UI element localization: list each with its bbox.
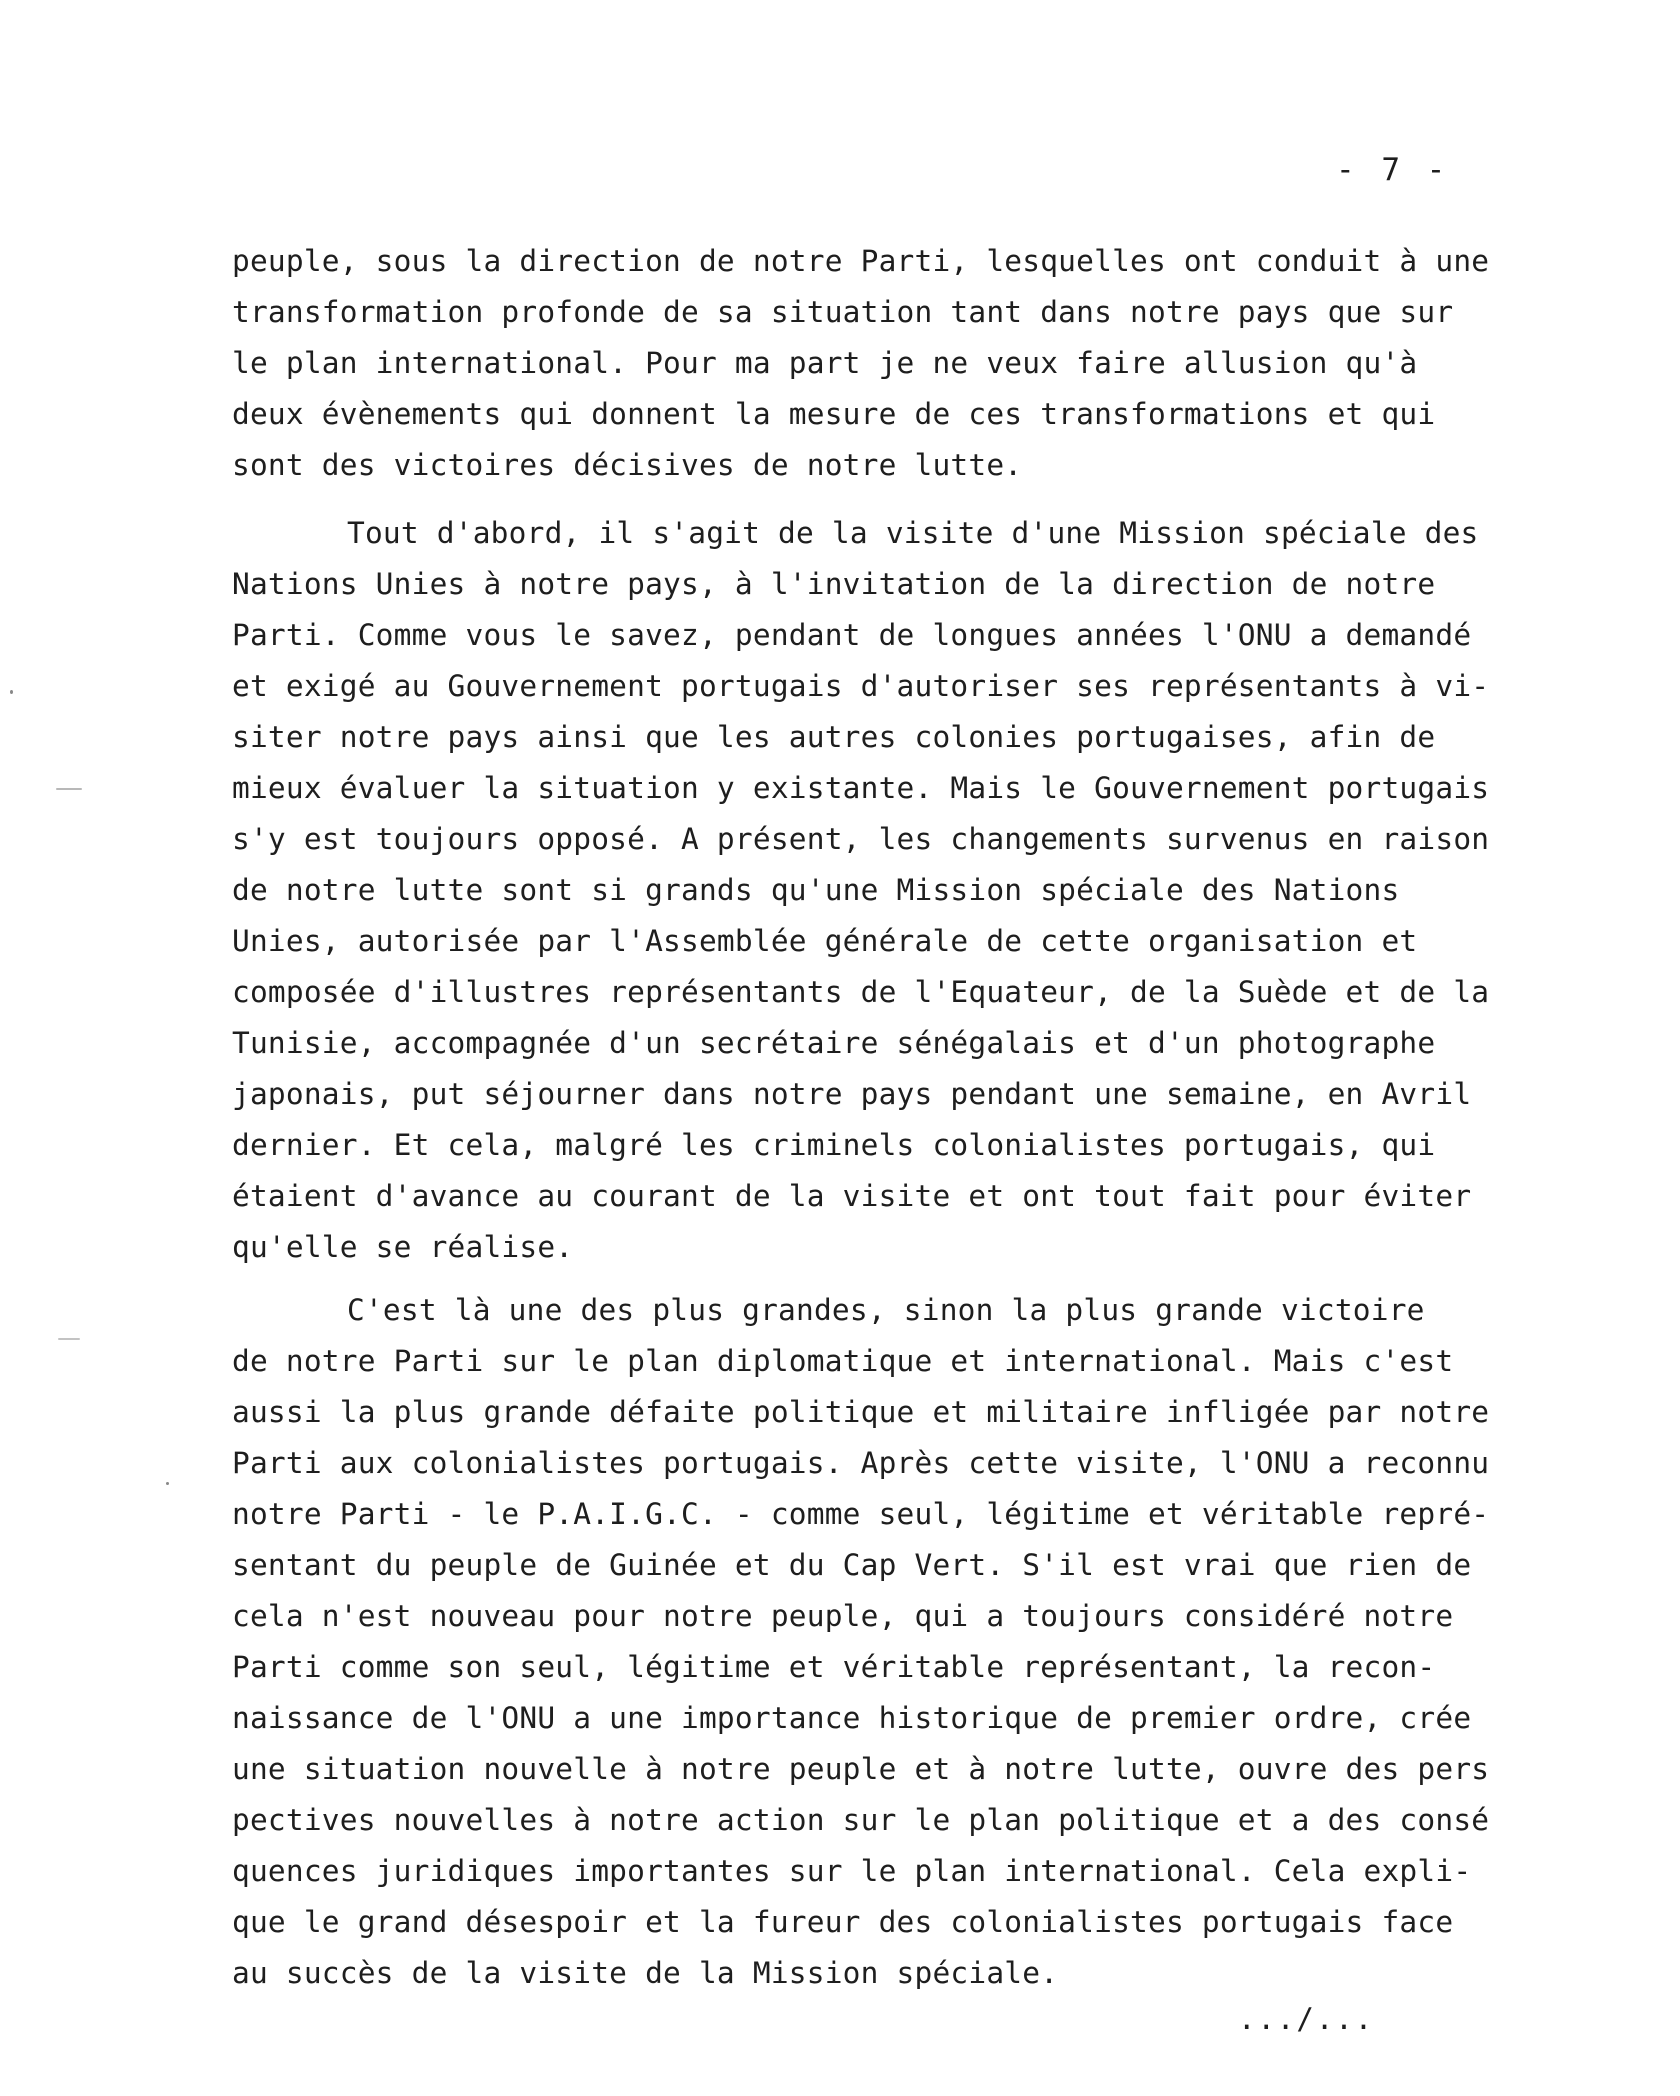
text-line: que le grand désespoir et la fureur des colonialistes portugais face [232, 1905, 1454, 1939]
text-line: C'est là une des plus grandes, sinon la plus grande victoire [347, 1293, 1425, 1327]
text-line: Unies, autorisée par l'Assemblée générale de cette organisation et [232, 924, 1418, 958]
scan-speck [58, 1338, 80, 1340]
text-line: et exigé au Gouvernement portugais d'autoriser ses représentants à vi- [232, 669, 1490, 703]
text-line: dernier. Et cela, malgré les criminels colonialistes portugais, qui [232, 1128, 1436, 1162]
text-line: composée d'illustres représentants de l'Equateur, de la Suède et de la [232, 975, 1490, 1009]
text-line: japonais, put séjourner dans notre pays pendant une semaine, en Avril [232, 1077, 1472, 1111]
text-line: mieux évaluer la situation y existante. Mais le Gouvernement portugais [232, 771, 1490, 805]
text-line: s'y est toujours opposé. A présent, les changements survenus en raison [232, 822, 1490, 856]
text-line: Parti comme son seul, légitime et véritable représentant, la recon- [232, 1650, 1436, 1684]
text-line: qu'elle se réalise. [232, 1230, 574, 1264]
text-line: Tout d'abord, il s'agit de la visite d'une Mission spéciale des [347, 516, 1479, 550]
text-line: étaient d'avance au courant de la visite et ont tout fait pour éviter [232, 1179, 1472, 1213]
scan-speck [166, 1482, 169, 1485]
text-line: aussi la plus grande défaite politique et militaire infligée par notre [232, 1395, 1490, 1429]
text-line: peuple, sous la direction de notre Parti, lesquelles ont conduit à une [232, 244, 1490, 278]
text-line: au succès de la visite de la Mission spéciale. [232, 1956, 1059, 1990]
text-line: deux évènements qui donnent la mesure de ces transformations et qui [232, 397, 1436, 431]
text-line: de notre Parti sur le plan diplomatique et international. Mais c'est [232, 1344, 1454, 1378]
text-line: siter notre pays ainsi que les autres colonies portugaises, afin de [232, 720, 1436, 754]
text-line: Parti aux colonialistes portugais. Après cette visite, l'ONU a reconnu [232, 1446, 1490, 1480]
text-line: Nations Unies à notre pays, à l'invitation de la direction de notre [232, 567, 1436, 601]
text-line: notre Parti - le P.A.I.G.C. - comme seul, légitime et véritable repré- [232, 1497, 1490, 1531]
text-line: cela n'est nouveau pour notre peuple, qui a toujours considéré notre [232, 1599, 1454, 1633]
text-line: sentant du peuple de Guinée et du Cap Vert. S'il est vrai que rien de [232, 1548, 1472, 1582]
page-number: - 7 - [1336, 152, 1450, 188]
text-line: sont des victoires décisives de notre lutte. [232, 448, 1023, 482]
text-line: Tunisie, accompagnée d'un secrétaire sénégalais et d'un photographe [232, 1026, 1436, 1060]
text-line: naissance de l'ONU a une importance historique de premier ordre, crée [232, 1701, 1472, 1735]
text-line: quences juridiques importantes sur le plan international. Cela expli- [232, 1854, 1472, 1888]
paragraph-1 [232, 236, 1632, 491]
text-line: de notre lutte sont si grands qu'une Mission spéciale des Nations [232, 873, 1400, 907]
scan-speck [10, 690, 13, 694]
text-line: transformation profonde de sa situation tant dans notre pays que sur [232, 295, 1454, 329]
text-line: une situation nouvelle à notre peuple et à notre lutte, ouvre des pers [232, 1752, 1490, 1786]
paragraph-3 [232, 1285, 1632, 1999]
paragraph-2 [232, 508, 1632, 1273]
text-line: pectives nouvelles à notre action sur le plan politique et a des consé [232, 1803, 1490, 1837]
text-line: Parti. Comme vous le savez, pendant de longues années l'ONU a demandé [232, 618, 1472, 652]
scan-speck [56, 788, 82, 790]
text-line: le plan international. Pour ma part je ne veux faire allusion qu'à [232, 346, 1418, 380]
continuation-mark: .../... [1238, 2002, 1375, 2036]
